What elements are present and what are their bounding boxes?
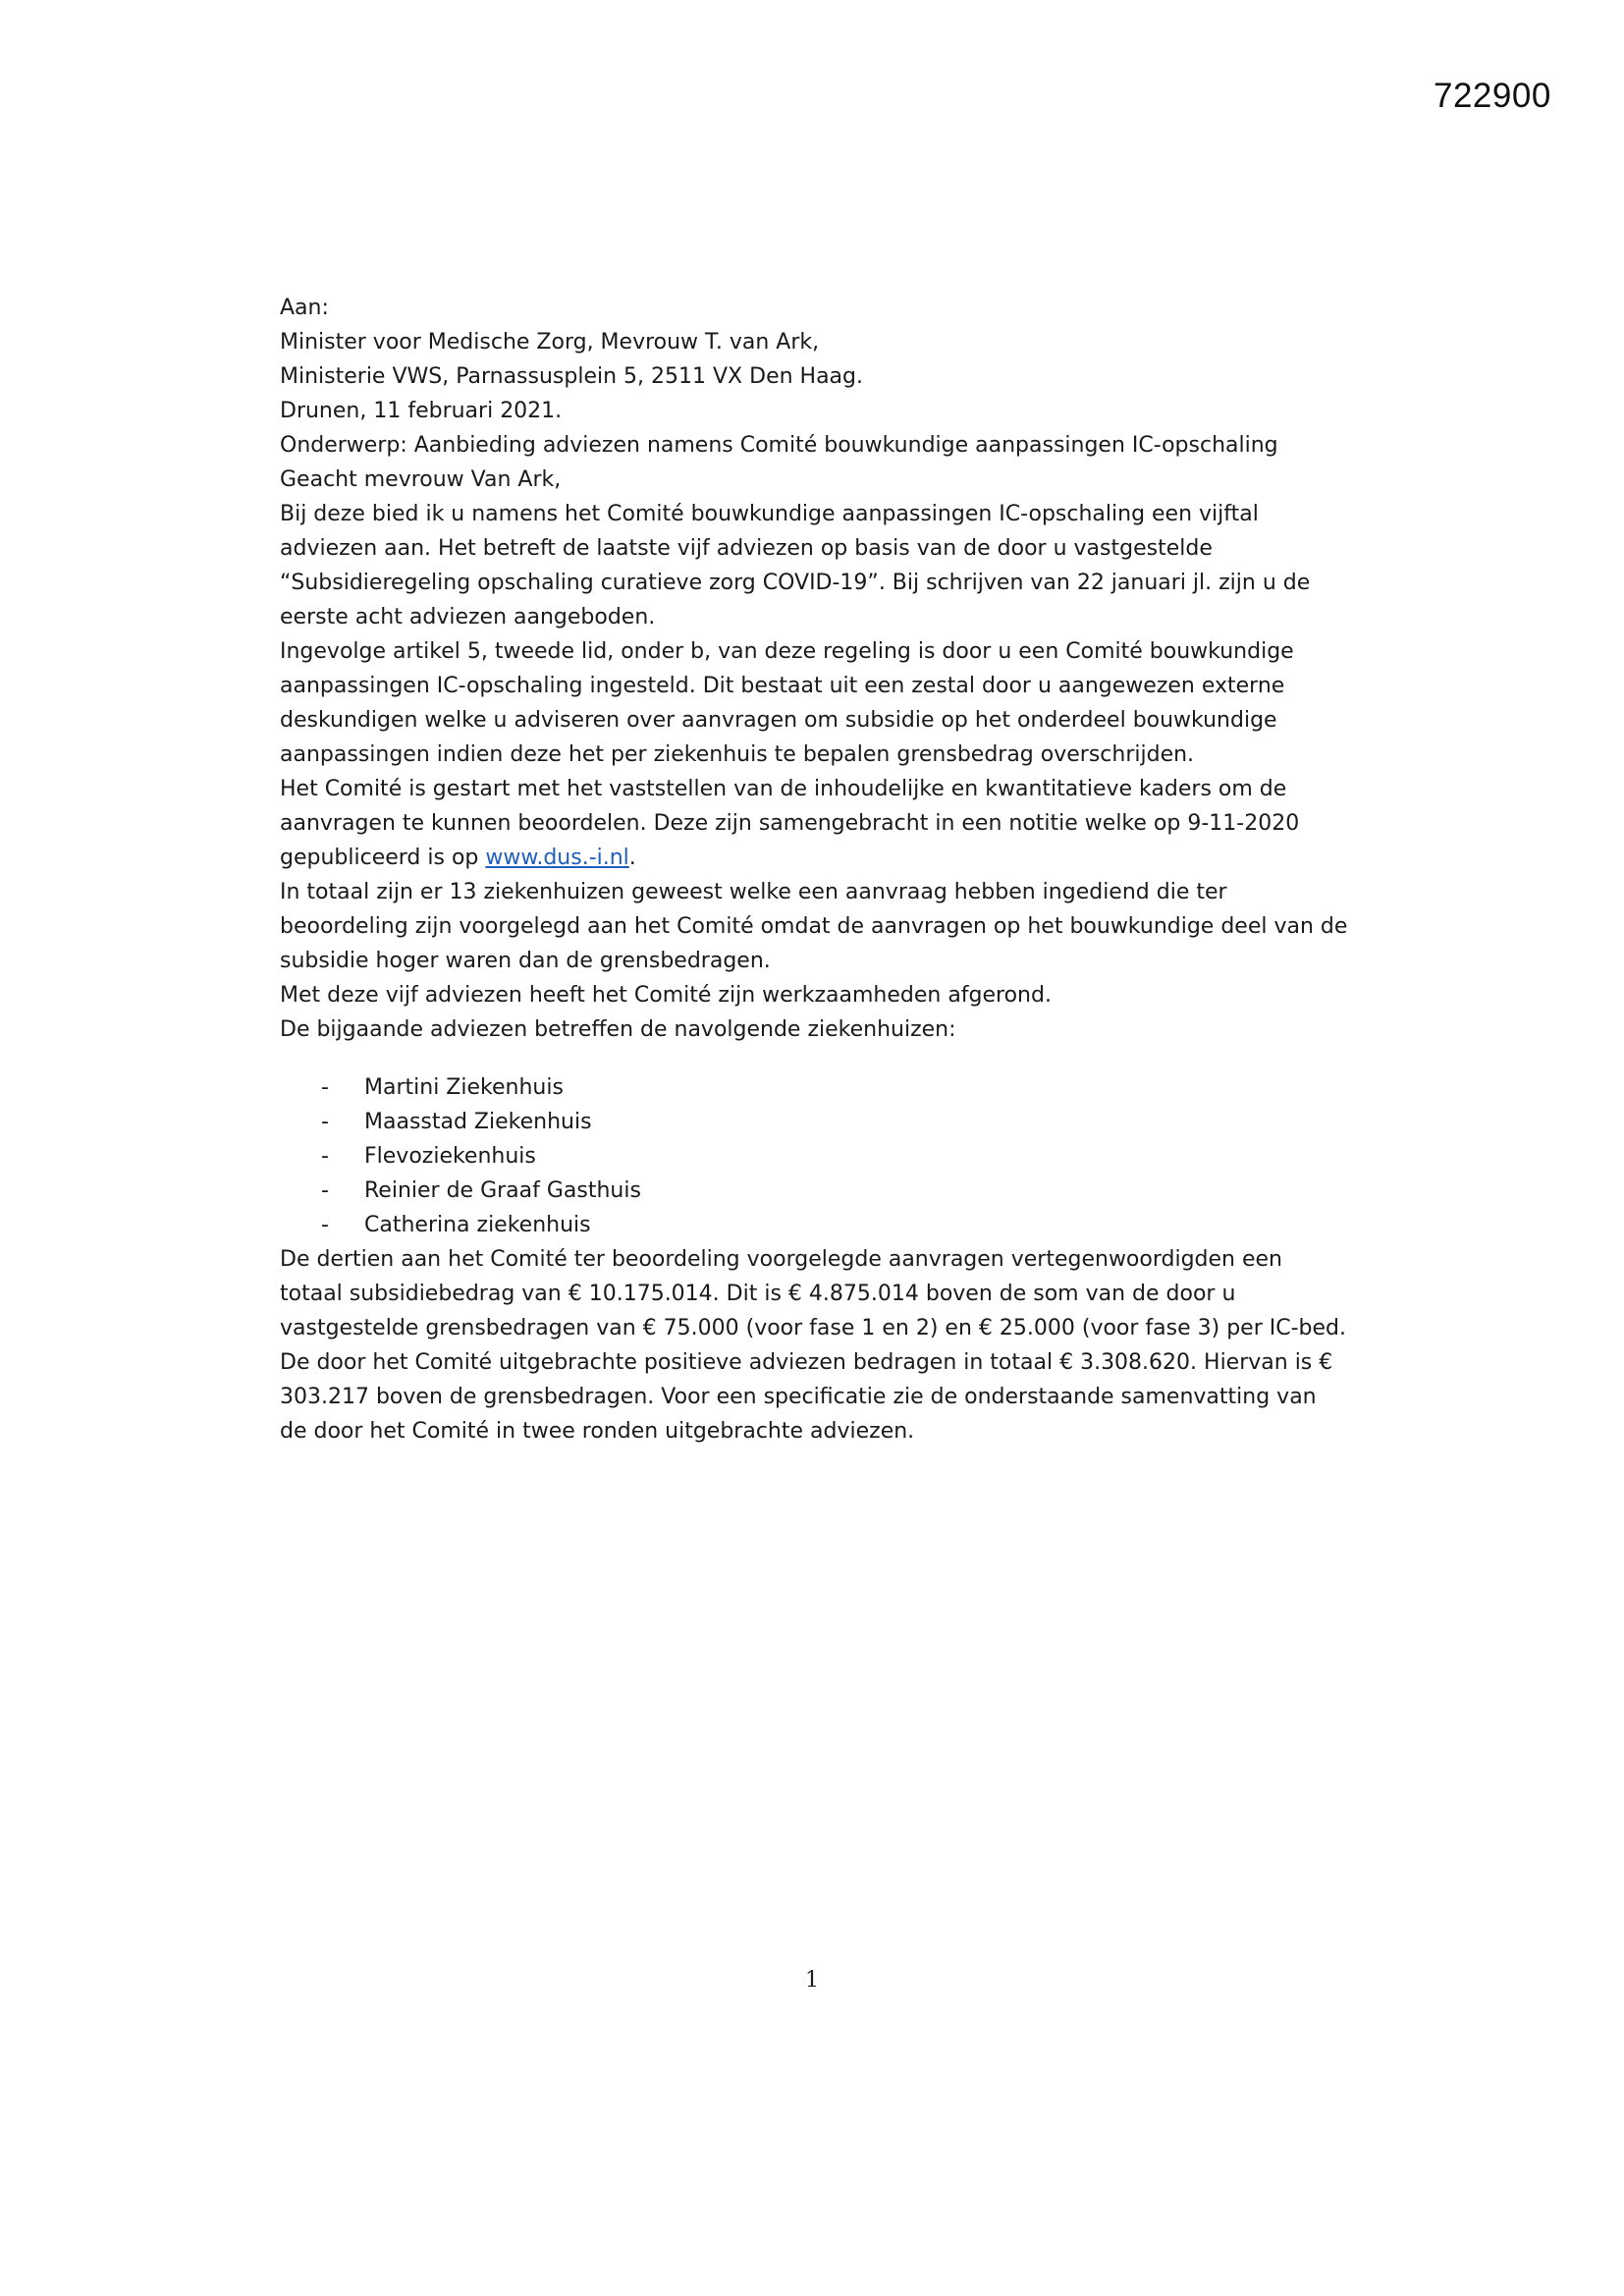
paragraph-committee: Ingevolge artikel 5, tweede lid, onder b, van deze regeling is door u een Comité bouwkundige aanpassingen IC-opschaling ingesteld. Dit bestaat uit een zestal door u aangewezen externe deskundigen welke u adviseren over aanvragen om subsidie op het onderdeel bouwkundige aanpassingen indien deze het per ziekenhuis te bepalen grensbedrag overschrijden. [280,639,1294,767]
page-number: 1 [805,1968,819,1993]
list-item [280,1139,1350,1174]
paragraph-positive-advice: De door het Comité uitgebrachte positieve adviezen bedragen in totaal € 3.308.620. Hiervan is € 303.217 boven de grensbedragen. Voor een specificatie zie de onderstaande samenvatting van de door het Comité in twee ronden uitgebrachte adviezen. [280,1350,1333,1444]
letter-body [280,291,1350,1449]
letter-subject: Onderwerp: Aanbieding adviezen namens Comité bouwkundige aanpassingen IC-opschaling [280,433,1278,458]
dus-i-link[interactable]: www.dus.-i.nl [485,846,629,870]
paragraph-completed: Met deze vijf adviezen heeft het Comité zijn werkzaamheden afgerond. [280,983,1052,1008]
document-number: 722900 [1434,77,1551,115]
list-bullet: - [321,1075,329,1100]
hospital-list [280,1070,1350,1242]
framework-text: Het Comité is gestart met het vaststellen van de inhoudelijke en kwantitatieve kaders om de aanvragen te kunnen beoordelen. Deze zijn samengebracht in een notitie welke op 9-11-2020 gepubliceerd is op [280,777,1300,870]
list-bullet: - [321,1213,329,1237]
hospital-name: Catherina ziekenhuis [364,1213,591,1237]
hospital-name: Reinier de Graaf Gasthuis [364,1178,641,1203]
framework-text-end: . [628,846,636,870]
hospital-name: Flevoziekenhuis [364,1144,536,1169]
paragraph-subsidy-total: De dertien aan het Comité ter beoordeling voorgelegde aanvragen vertegenwoordigden een totaal subsidiebedrag van € 10.175.014. Dit is € 4.875.014 boven de som van de door u vastgestelde grensbedragen van € 75.000 (voor fase 1 en 2) en € 25.000 (voor fase 3) per IC-bed. [280,1247,1346,1340]
paragraph-hospitals-intro: De bijgaande adviezen betreffen de navolgende ziekenhuizen: [280,1017,956,1042]
paragraph-framework [280,772,1350,875]
list-bullet: - [321,1178,329,1203]
addressee-name: Minister voor Medische Zorg, Mevrouw T. van Ark, [280,330,820,355]
list-bullet: - [321,1144,329,1169]
hospital-name: Martini Ziekenhuis [364,1075,564,1100]
paragraph-total-hospitals: In totaal zijn er 13 ziekenhuizen geweest welke een aanvraag hebben ingediend die ter beoordeling zijn voorgelegd aan het Comité omdat de aanvragen op het bouwkundige deel van de subsidie hoger waren dan de grensbedragen. [280,880,1348,973]
list-item [280,1070,1350,1105]
addressee-address: Ministerie VWS, Parnassusplein 5, 2511 VX Den Haag. [280,364,863,389]
list-item [280,1174,1350,1208]
salutation: Geacht mevrouw Van Ark, [280,467,562,492]
addressee-block [280,291,1350,394]
letter-date: Drunen, 11 februari 2021. [280,399,563,423]
list-item [280,1105,1350,1139]
list-bullet: - [321,1110,329,1134]
addressee-label: Aan: [280,296,329,320]
paragraph-offer: Bij deze bied ik u namens het Comité bouwkundige aanpassingen IC-opschaling een vijftal adviezen aan. Het betreft de laatste vijf adviezen op basis van de door u vastgestelde “Subsidieregeling opschaling curatieve zorg COVID-19”. Bij schrijven van 22 januari jl. zijn u de eerste acht adviezen aangeboden. [280,502,1311,629]
hospital-name: Maasstad Ziekenhuis [364,1110,592,1134]
list-item [280,1208,1350,1242]
